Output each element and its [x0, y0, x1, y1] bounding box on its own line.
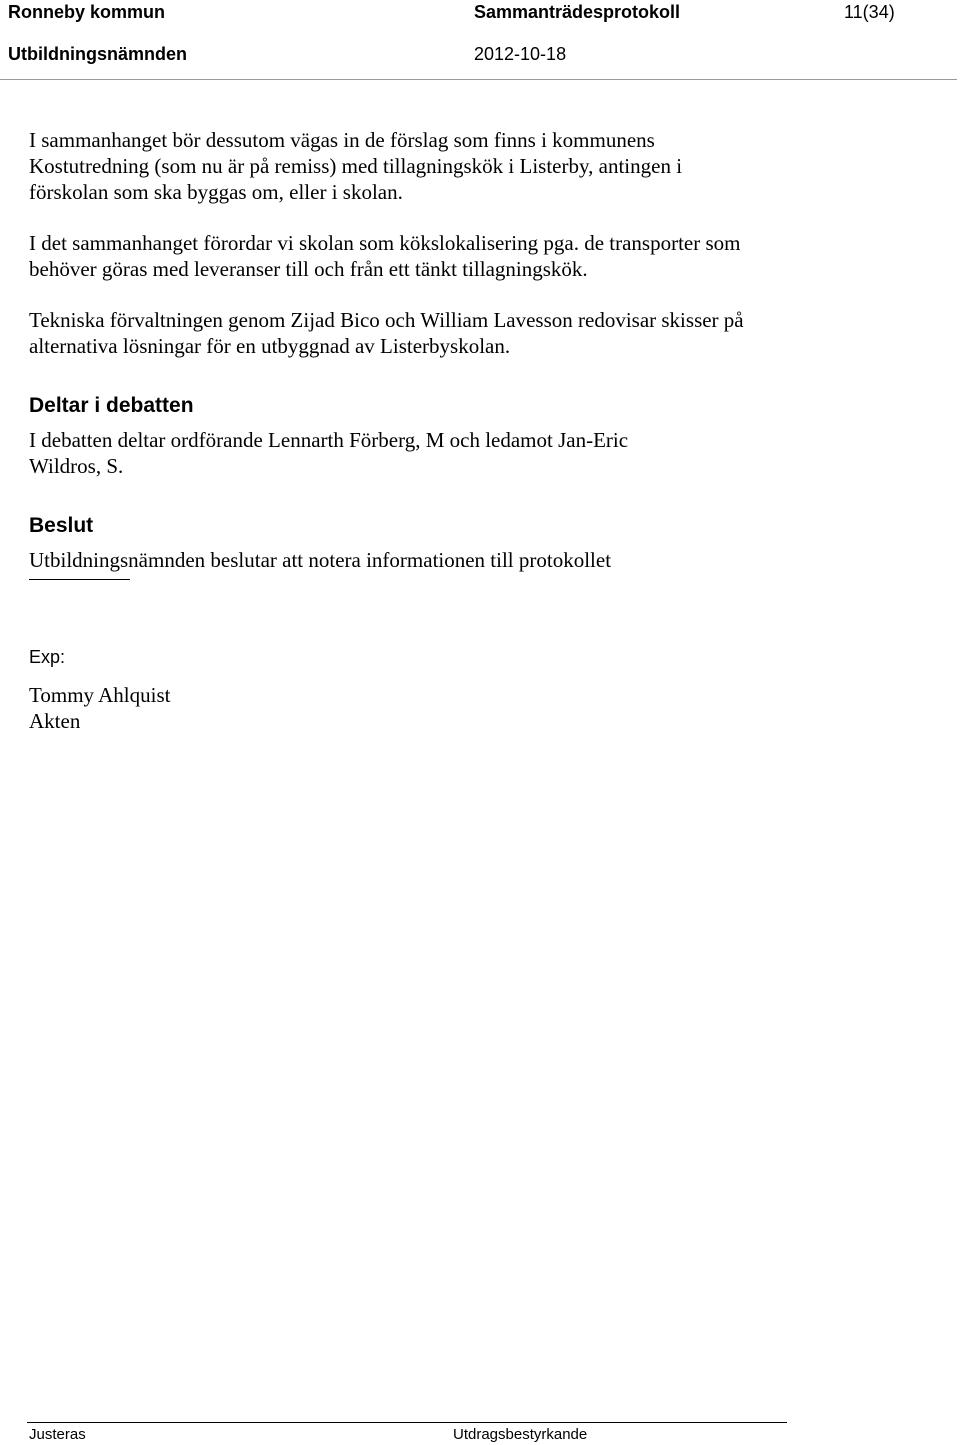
debate-heading: Deltar i debatten — [29, 394, 194, 417]
decision-text: Utbildningsnämnden beslutar att notera informationen till protokollet — [29, 548, 612, 572]
utdragsbestyrkande-label: Utdragsbestyrkande — [453, 1426, 588, 1443]
paragraph-tekniska-forvaltningen: Tekniska förvaltningen genom Zijad Bico och William Lavesson redovisar skisser på alternativa lösningar för en utbyggnad av Listerbyskolan. — [29, 308, 744, 358]
page-number: 11(34) — [844, 2, 895, 22]
header-divider — [0, 79, 957, 80]
debate-text: I debatten deltar ordförande Lennarth Förberg, M och ledamot Jan-Eric Wildros, S. — [29, 428, 629, 478]
committee-name: Utbildningsnämnden — [8, 44, 187, 64]
distribution-recipient: Tommy Ahlquist — [29, 683, 171, 707]
document-type: Sammanträdesprotokoll — [474, 2, 681, 22]
decision-heading: Beslut — [29, 514, 94, 537]
paragraph-kostutredning: I sammanhanget bör dessutom vägas in de förslag som finns i kommunens Kostutredning (som nu är på remiss) med tillagningskök i Listerby, antingen i förskolan som ska byggas om, eller i skolan. — [29, 128, 683, 204]
distribution-recipient: Akten — [29, 709, 81, 733]
organization-name: Ronneby kommun — [8, 2, 166, 22]
document-body — [29, 127, 929, 734]
justeras-label: Justeras — [29, 1426, 86, 1443]
paragraph-kokslokalisering: I det sammanhanget förordar vi skolan som kökslokalisering pga. de transporter som behöver göras med leveranser till och från ett tänkt tillagningskök. — [29, 231, 741, 281]
distribution-label: Exp: — [29, 647, 66, 667]
meeting-date: 2012-10-18 — [474, 44, 567, 64]
decision-separator — [29, 579, 130, 580]
footer-divider — [27, 1422, 787, 1423]
